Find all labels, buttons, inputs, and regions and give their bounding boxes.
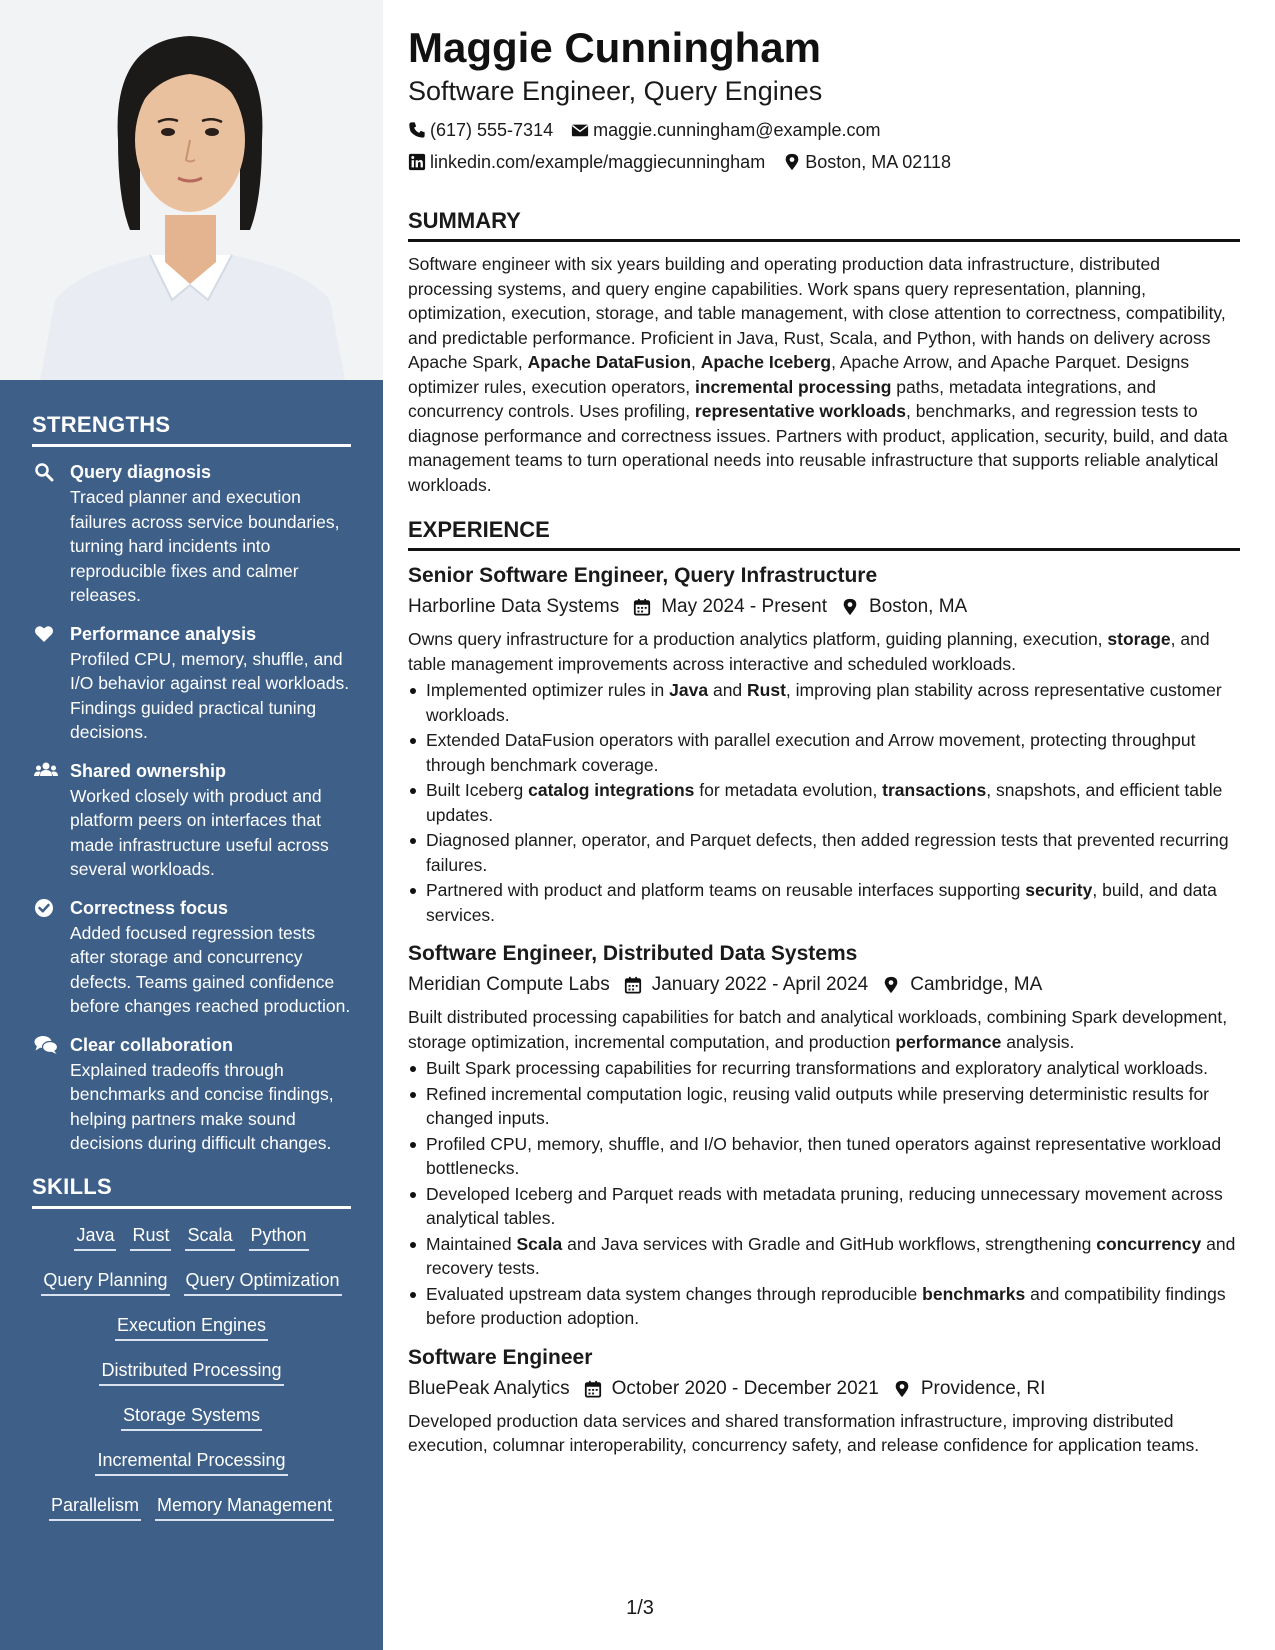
page-number: 1/3 <box>626 1597 654 1619</box>
experience-list <box>408 561 1240 1458</box>
skill-tag: Java <box>74 1221 116 1251</box>
skill-row <box>32 1266 351 1297</box>
bullet-text: and <box>708 680 748 700</box>
job-entry <box>408 561 1240 927</box>
job-bullet <box>408 1056 1240 1081</box>
job-description-text: Developed production data services and shared transformation infrastructure, improving distributed execution, columnar interoperability, concurrency safety, and release confidence for application teams. <box>408 1410 1200 1455</box>
heart-icon <box>34 624 54 644</box>
job-description <box>408 1409 1240 1458</box>
job-bullet <box>408 1182 1240 1231</box>
job-description-text: Owns query infrastructure for a production analytics platform, guiding planning, execution, <box>408 629 1108 649</box>
skills-heading: SKILLS <box>32 1174 351 1209</box>
strength-item <box>32 621 351 745</box>
candidate-title: Software Engineer, Query Engines <box>408 76 823 106</box>
summary-bold: Apache Iceberg <box>700 352 832 372</box>
job-company: Harborline Data Systems <box>408 596 620 617</box>
strength-item <box>32 459 351 608</box>
bullet-text: , build, and data services. <box>426 880 1217 925</box>
job-location <box>893 1373 1046 1405</box>
map-pin-icon <box>841 598 859 616</box>
summary-heading: SUMMARY <box>408 208 1240 242</box>
job-location <box>841 591 967 623</box>
bullet-text: , improving plan stability across representative customer workloads. <box>426 680 1222 725</box>
strength-title: Clear collaboration <box>70 1034 234 1055</box>
summary-text <box>408 252 1240 497</box>
job-dates <box>633 591 827 623</box>
skill-tag: Execution Engines <box>115 1311 268 1341</box>
skill-tag: Memory Management <box>155 1491 334 1521</box>
bullet-text: Diagnosed planner, operator, and Parquet defects, then added regression tests that prevented recurring failures. <box>426 830 1229 875</box>
skill-row <box>32 1401 351 1432</box>
bullet-text: Profiled CPU, memory, shuffle, and I/O behavior, then tuned operators against representative workload bottlenecks. <box>426 1133 1222 1178</box>
job-bullet <box>408 1082 1240 1131</box>
bullet-text: and recovery tests. <box>426 1233 1236 1278</box>
summary-text: paths, metadata integrations, and concurrency controls. Uses profiling, <box>408 376 1157 421</box>
phone-icon <box>408 121 426 139</box>
strength-title: Correctness focus <box>70 897 229 918</box>
strength-text: Explained tradeoffs through benchmarks and concise findings, helping partners make sound decisions during difficult changes. <box>70 1059 334 1153</box>
summary-bold: representative workloads <box>694 401 906 421</box>
job-company: BluePeak Analytics <box>408 1377 570 1399</box>
strength-item <box>32 1032 351 1156</box>
users-icon <box>34 761 58 781</box>
job-dates-text: October 2020 - December 2021 <box>611 1377 879 1399</box>
skill-tag: Distributed Processing <box>99 1356 283 1386</box>
bullet-text: and Java services with Gradle and GitHub workflows, strengthening <box>562 1233 1097 1254</box>
skill-tag: Scala <box>185 1221 234 1251</box>
skill-row <box>32 1221 351 1252</box>
job-bullet <box>408 728 1240 777</box>
skill-tag: Parallelism <box>49 1491 141 1521</box>
strength-item <box>32 758 351 882</box>
job-dates-text: January 2022 - April 2024 <box>651 974 869 995</box>
summary-bold: Apache DataFusion <box>527 352 692 372</box>
skills-list <box>32 1221 351 1522</box>
bullet-text: Built Iceberg <box>426 780 529 800</box>
location-contact <box>783 146 951 178</box>
skill-tag: Python <box>249 1221 309 1251</box>
skill-tag: Query Optimization <box>184 1266 342 1296</box>
job-bullets <box>408 1056 1240 1331</box>
map-pin-icon <box>882 976 900 994</box>
calendar-icon <box>633 598 651 616</box>
bullet-text: Partnered with product and platform teams on reusable interfaces supporting <box>426 880 1026 900</box>
job-bullet <box>408 778 1240 827</box>
sidebar <box>0 0 383 1650</box>
bullet-text: Evaluated upstream data system changes through reproducible <box>426 1283 923 1304</box>
job-location-text: Cambridge, MA <box>910 974 1043 995</box>
job-bullet <box>408 678 1240 727</box>
job-title: Software Engineer, Distributed Data Systems <box>408 942 858 965</box>
experience-heading: EXPERIENCE <box>408 517 1240 551</box>
map-pin-icon <box>783 153 801 171</box>
job-entry <box>408 939 1240 1331</box>
profile-photo <box>0 0 383 380</box>
job-bullet <box>408 1282 1240 1331</box>
skill-tag: Storage Systems <box>121 1401 262 1431</box>
job-meta <box>408 591 1240 623</box>
job-location-text: Providence, RI <box>920 1377 1046 1399</box>
calendar-icon <box>584 1380 602 1398</box>
job-bullets <box>408 678 1240 927</box>
skill-row <box>32 1356 351 1387</box>
bullet-text: Extended DataFusion operators with parallel execution and Arrow movement, protecting throughput through benchmark coverage. <box>426 730 1196 775</box>
job-entry <box>408 1343 1240 1458</box>
skill-row <box>32 1446 351 1477</box>
skill-row <box>32 1491 351 1522</box>
job-dates <box>584 1373 879 1405</box>
linkedin-text[interactable]: linkedin.com/example/maggiecunningham <box>430 152 766 172</box>
bullet-text: Developed Iceberg and Parquet reads with metadata pruning, reducing unnecessary movement across analytical tables. <box>426 1183 1223 1228</box>
bullet-bold: Scala <box>516 1233 563 1254</box>
skill-tag: Query Planning <box>41 1266 169 1296</box>
job-meta <box>408 1373 1240 1405</box>
email-text[interactable]: maggie.cunningham@example.com <box>593 120 881 140</box>
summary-text: , <box>691 352 701 372</box>
contact-row <box>408 114 1240 146</box>
phone-text: (617) 555-7314 <box>430 120 554 140</box>
summary-bold: incremental processing <box>694 376 892 397</box>
job-location-text: Boston, MA <box>869 596 968 617</box>
envelope-icon <box>571 121 589 139</box>
strength-title: Query diagnosis <box>70 462 212 482</box>
job-description-bold: performance <box>895 1031 1002 1052</box>
skill-row <box>32 1311 351 1342</box>
strengths-heading: STRENGTHS <box>32 412 351 447</box>
strength-text: Added focused regression tests after storage and concurrency defects. Teams gained confidence before changes reached production. <box>70 922 351 1016</box>
strength-title: Performance analysis <box>70 623 257 644</box>
strength-text: Traced planner and execution failures across service boundaries, turning hard incidents into reproducible fixes and calmer releases. <box>70 487 340 605</box>
job-bullet <box>408 878 1240 927</box>
job-bullet <box>408 1132 1240 1181</box>
bullet-text: , snapshots, and efficient table updates. <box>426 780 1223 825</box>
job-title: Senior Software Engineer, Query Infrastructure <box>408 564 878 587</box>
strength-text: Worked closely with product and platform peers on interfaces that made infrastructure useful across several workloads. <box>70 785 329 879</box>
search-icon <box>34 462 54 482</box>
bullet-bold: catalog integrations <box>528 780 695 800</box>
linkedin-icon <box>408 153 426 171</box>
bullet-bold: security <box>1025 880 1093 900</box>
job-description-text: Built distributed processing capabilities for batch and analytical workloads, combining Spark development, storage optimization, incremental computation, and production <box>408 1007 1228 1052</box>
check-circle-icon <box>34 898 54 918</box>
job-company: Meridian Compute Labs <box>408 974 610 995</box>
job-meta <box>408 969 1240 1001</box>
job-description-bold: storage <box>1107 629 1171 649</box>
bullet-text: and compatibility findings before production adoption. <box>426 1283 1226 1328</box>
portrait-illustration <box>0 0 383 380</box>
comments-icon <box>34 1035 58 1055</box>
job-bullet <box>408 1232 1240 1281</box>
job-dates-text: May 2024 - Present <box>661 596 828 617</box>
skill-tag: Rust <box>130 1221 171 1251</box>
job-description-text: analysis. <box>1001 1031 1075 1052</box>
summary-text: , benchmarks, and regression tests to diagnose performance and correctness issues. Partners with product, application, security, build, and data management teams to turn operational needs into reusable infrastructure that supports reliable analytical workloads. <box>408 401 1228 495</box>
job-description-text: , and table management improvements across interactive and scheduled workloads. <box>408 629 1210 674</box>
strength-item <box>32 895 351 1019</box>
linkedin-contact[interactable] <box>408 146 765 178</box>
bullet-text: Refined incremental computation logic, reusing valid outputs while preserving deterministic results for changed inputs. <box>426 1083 1210 1128</box>
strength-text: Profiled CPU, memory, shuffle, and I/O behavior against real workloads. Findings guided practical tuning decisions. <box>70 648 350 742</box>
bullet-bold: Rust <box>747 680 786 700</box>
email-contact[interactable] <box>571 114 880 146</box>
job-description <box>408 1005 1240 1054</box>
phone-contact <box>408 114 553 146</box>
summary-text: , Apache Arrow, and Apache Parquet. Designs optimizer rules, execution operators, <box>408 352 1190 397</box>
candidate-name: Maggie Cunningham <box>408 24 821 71</box>
job-description <box>408 627 1240 676</box>
bullet-text: for metadata evolution, <box>694 780 883 800</box>
calendar-icon <box>624 976 642 994</box>
location-text: Boston, MA 02118 <box>805 152 951 172</box>
bullet-bold: concurrency <box>1096 1233 1202 1254</box>
contact-row <box>408 146 1240 178</box>
bullet-text: Implemented optimizer rules in <box>426 680 670 700</box>
job-title: Software Engineer <box>408 1345 593 1369</box>
bullet-bold: Java <box>669 680 709 700</box>
job-bullet <box>408 828 1240 877</box>
map-pin-icon <box>893 1380 911 1398</box>
summary-text: Software engineer with six years building and operating production data infrastructure, distributed processing systems, and query engine capabilities. Work spans query representation, planning, optimization, execution, storage, and table management, with close attention to correctness, compatibility, and predictable performance. Proficient in Java, Rust, Scala, and Python, with hands on delivery across Apache Spark, <box>408 254 1226 372</box>
bullet-text: Built Spark processing capabilities for recurring transformations and exploratory analytical workloads. <box>426 1058 1209 1078</box>
bullet-bold: transactions <box>882 780 987 800</box>
job-dates <box>624 969 869 1001</box>
job-location <box>882 969 1042 1001</box>
main-content <box>408 22 1240 1470</box>
strength-title: Shared ownership <box>70 760 227 781</box>
skill-tag: Incremental Processing <box>95 1446 287 1476</box>
bullet-bold: benchmarks <box>922 1283 1026 1304</box>
bullet-text: Maintained <box>426 1233 517 1254</box>
